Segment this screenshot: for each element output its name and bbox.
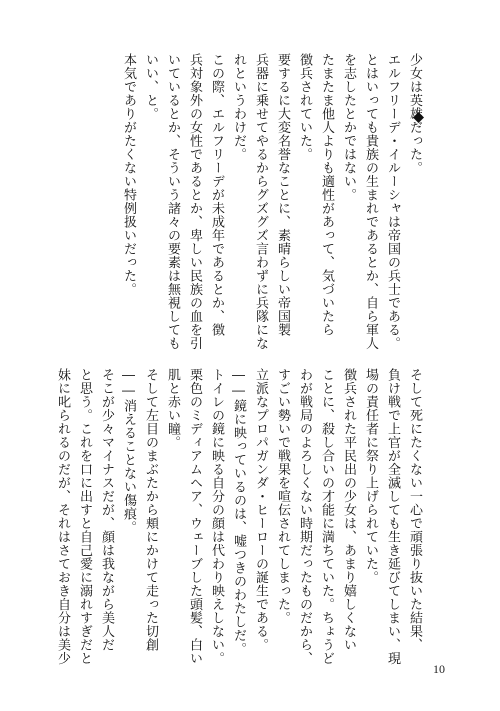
text-line: そして死にたくない一心で頑張り抜いた結果、 (407, 368, 422, 652)
text-line: この際、エルフリーデが未成年であるとか、徴 (209, 53, 224, 337)
text-line: いているとか、そういう諸々の要素は無視しても (165, 53, 180, 350)
page-number: 10 (433, 662, 445, 676)
text-line: 妹に叱られるのだが、それはさておき自分は美少 (55, 368, 70, 665)
text-line: ――鏡に映っているのは、嘘つきのわたしだ。 (231, 368, 246, 656)
text-line: 肌と赤い瞳。 (165, 368, 180, 449)
text-line: を志したとかではない。 (341, 53, 356, 202)
text-line: すごい勢いで戦果を喧伝されてしまった。 (275, 368, 290, 625)
text-line: と思う。これを口に出すと自己愛に溺れすぎだと (77, 368, 92, 665)
text-line: れというわけだ。 (231, 53, 246, 161)
text-line: 兵器に乗せてやるからグズグズ言わずに兵隊にな (253, 53, 268, 350)
text-line: ことに、殺し合いの才能に満ちていた。ちょうど (319, 368, 334, 665)
text-line: たまたま他人よりも適性があって、気づいたら (319, 53, 334, 337)
text-line: 負け戦で上官が全滅しても生き延びてしまい、現 (385, 368, 400, 665)
text-line: わが戦局のよろしくない時期だったものだから、 (297, 368, 312, 665)
text-line: いい、と。 (143, 53, 158, 121)
text-line: そして左目のまぶたから頬にかけて走った切創 (143, 368, 158, 652)
text-line: 栗色のミディアムヘア、ウェーブした頭髪、白い (187, 368, 202, 665)
text-line: エルフリーデ・イルーシャは帝国の兵士である。 (385, 53, 400, 350)
text-line: 徴兵された平民出の少女は、あまり嬉しくない (341, 368, 356, 652)
upper-text-block (117, 53, 425, 350)
text-line: とはいっても貴族の生まれであるとか、自ら軍人 (363, 53, 378, 350)
text-line: 場の責任者に祭り上げられていた。 (363, 368, 378, 584)
text-line: 兵対象外の女性であるとか、卑しい民族の血を引 (187, 53, 202, 350)
text-line: 立派なプロパガンダ・ヒーローの誕生である。 (253, 368, 268, 652)
text-line: トイレの鏡に映る自分の顔は代わり映えしない。 (209, 368, 224, 665)
text-line: 要するに大変名誉なことに、素晴らしい帝国製 (275, 53, 290, 337)
text-line: そこが少々マイナスだが、顔は我ながら美人だ (99, 368, 114, 652)
text-line: 本気でありがたくない特例扱いだった。 (121, 53, 136, 296)
text-line: 少女は英雄だった。 (407, 53, 422, 175)
lower-text-block (51, 368, 425, 665)
text-line: 徴兵されていた。 (297, 53, 312, 161)
text-line: ――消えることない傷痕。 (121, 368, 136, 534)
